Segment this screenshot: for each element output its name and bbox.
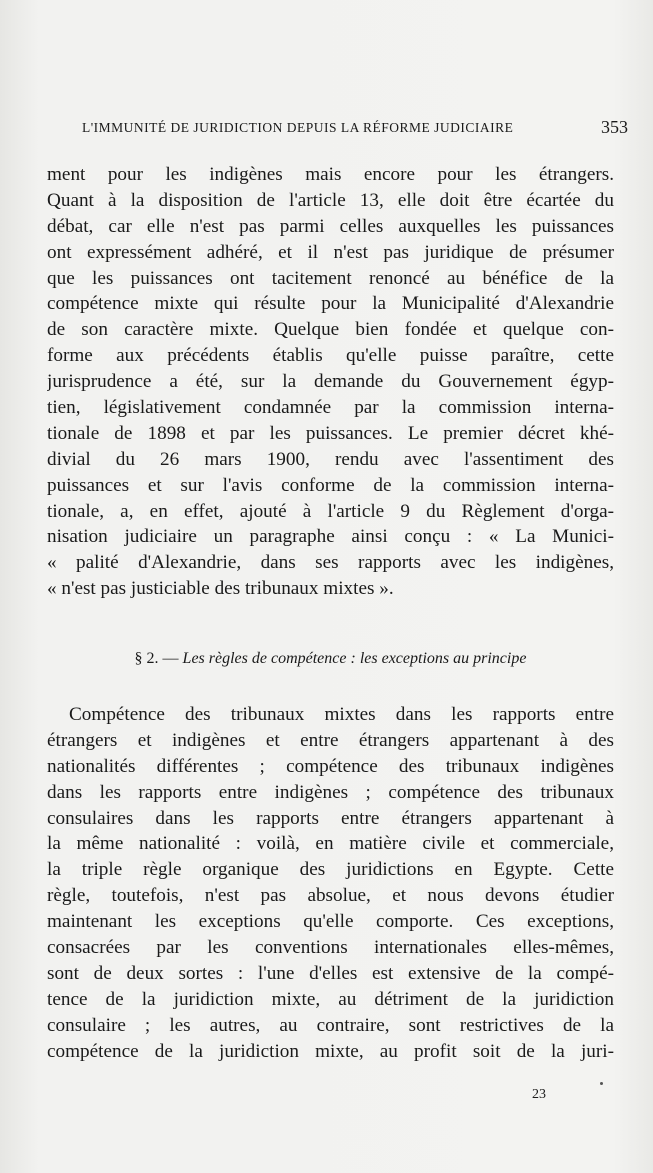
text-line: tionale, a, en effet, ajouté à l'article 9 du Règlement d'orga- bbox=[47, 500, 614, 522]
page-number: 353 bbox=[601, 117, 628, 137]
text-line: consacrées par les conventions internationales elles-mêmes, bbox=[47, 937, 614, 959]
text-line: que les puissances ont tacitement renoncé au bénéfice de la bbox=[47, 267, 614, 289]
text-line: « palité d'Alexandrie, dans ses rapports avec les indigènes, bbox=[47, 552, 614, 574]
text-line: tien, législativement condamnée par la commission interna- bbox=[47, 397, 614, 419]
text-line: sont de deux sortes : l'une d'elles est extensive de la compé- bbox=[47, 962, 614, 984]
text-line: nisation judiciaire un paragraphe ainsi conçu : « La Munici- bbox=[47, 526, 614, 548]
text-line: de son caractère mixte. Quelque bien fondée et quelque con- bbox=[47, 319, 614, 341]
text-line: la même nationalité : voilà, en matière civile et commerciale, bbox=[47, 833, 614, 855]
running-head bbox=[82, 117, 628, 142]
text-line: compétence mixte qui résulte pour la Municipalité d'Alexandrie bbox=[47, 293, 614, 315]
text-line: jurisprudence a été, sur la demande du Gouvernement égyp- bbox=[47, 371, 614, 393]
section-title: Les règles de compétence : les exceptions au principe bbox=[182, 650, 527, 667]
text-line: règle, toutefois, n'est pas absolue, et nous devons étudier bbox=[47, 885, 614, 907]
text-line: Compétence des tribunaux mixtes dans les rapports entre bbox=[69, 704, 614, 725]
running-head-title: L'IMMUNITÉ DE JURIDICTION DEPUIS LA RÉFORME JUDICIAIRE bbox=[82, 120, 514, 135]
section-heading bbox=[47, 650, 614, 668]
text-line: nationalités différentes ; compétence des tribunaux indigènes bbox=[47, 755, 614, 777]
paragraph-section-body bbox=[47, 702, 614, 1064]
text-line: compétence de la juridiction mixte, au profit soit de la juri- bbox=[47, 1040, 614, 1062]
text-line: étrangers et indigènes et entre étrangers appartenant à des bbox=[47, 729, 614, 751]
signature-mark: 23 bbox=[532, 1087, 546, 1102]
text-line: puissances et sur l'avis conforme de la commission interna- bbox=[47, 474, 614, 496]
text-line: tionale de 1898 et par les puissances. Le premier décret khé- bbox=[47, 422, 614, 444]
text-line: la triple règle organique des juridictions en Egypte. Cette bbox=[47, 859, 614, 881]
section-number: § 2. — bbox=[134, 650, 179, 667]
text-line: forme aux précédents établis qu'elle puisse paraître, cette bbox=[47, 345, 614, 367]
text-line: débat, car elle n'est pas parmi celles auxquelles les puissances bbox=[47, 215, 614, 237]
text-line: maintenant les exceptions qu'elle comporte. Ces exceptions, bbox=[47, 911, 614, 933]
paragraph-continuation bbox=[47, 162, 614, 602]
text-line: dans les rapports entre indigènes ; compétence des tribunaux bbox=[47, 781, 614, 803]
text-line: tence de la juridiction mixte, au détriment de la juridiction bbox=[47, 988, 614, 1010]
text-line: ont expressément adhéré, et il n'est pas juridique de présumer bbox=[47, 241, 614, 263]
text-line: consulaires dans les rapports entre étrangers appartenant à bbox=[47, 807, 614, 829]
text-line: « n'est pas justiciable des tribunaux mixtes ». bbox=[47, 578, 394, 600]
text-line: divial du 26 mars 1900, rendu avec l'assentiment des bbox=[47, 448, 614, 470]
text-line: ment pour les indigènes mais encore pour les étrangers. bbox=[47, 164, 614, 185]
ink-speck bbox=[600, 1082, 603, 1085]
text-line: consulaire ; les autres, au contraire, sont restrictives de la bbox=[47, 1014, 614, 1036]
text-line: Quant à la disposition de l'article 13, elle doit être écartée du bbox=[47, 189, 614, 211]
